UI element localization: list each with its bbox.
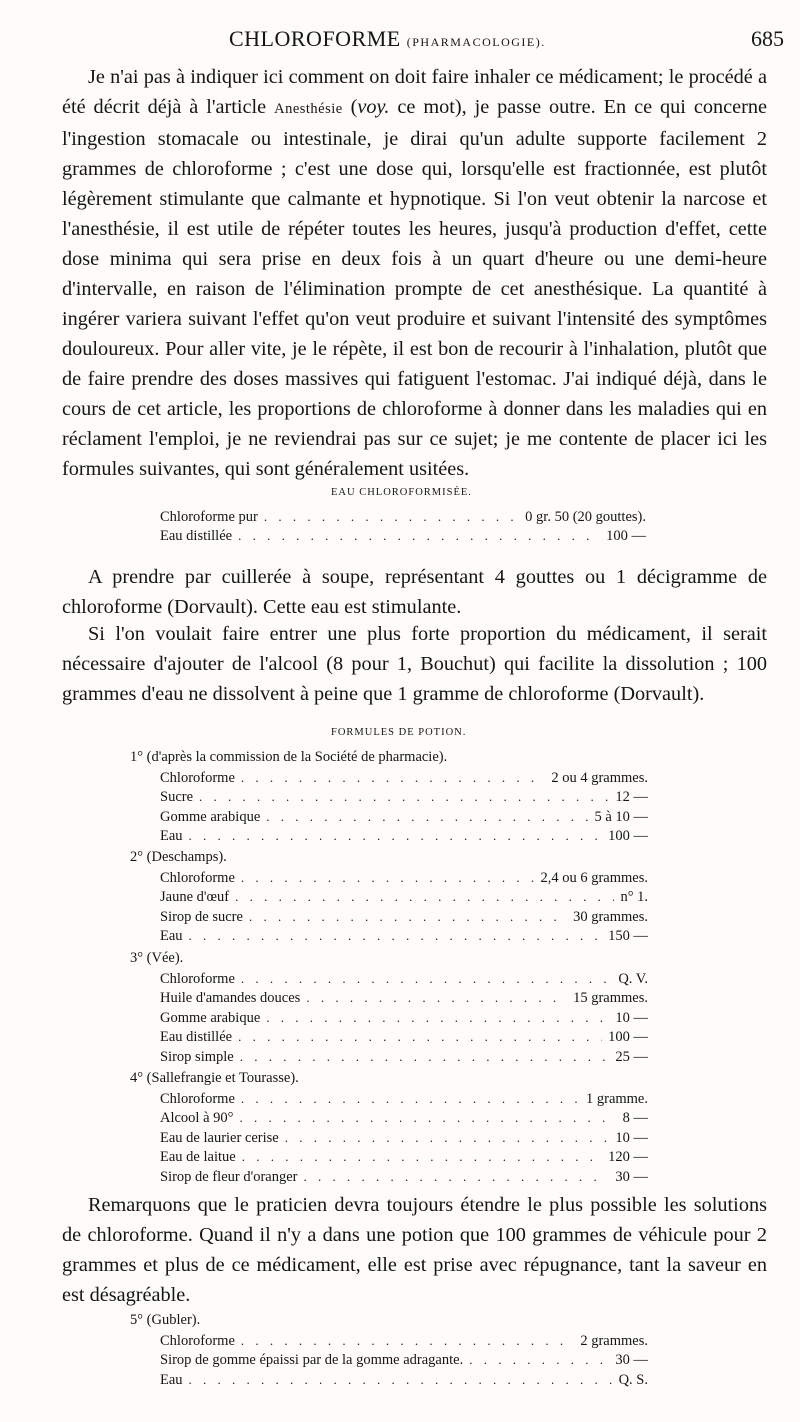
ingredient-quantity: 120 — [608, 1149, 648, 1166]
leader-dots [285, 1128, 610, 1147]
leader-dots [241, 1331, 574, 1350]
ingredient-name: Gomme arabique [160, 808, 261, 825]
ingredient-quantity: 8 — [622, 1110, 648, 1127]
recipe-row [160, 826, 648, 845]
ingredient-name: Gomme arabique [160, 1009, 261, 1026]
ingredient-quantity: 100 — [606, 528, 646, 545]
para1-text-b: ( [342, 96, 358, 118]
leader-dots [264, 507, 519, 526]
ingredient-name: Sirop de gomme épaissi par de la gomme adragante. [160, 1352, 464, 1369]
ingredient-name: Eau [160, 928, 183, 945]
para1-smallcaps: Anesthésie [274, 101, 343, 117]
ingredient-name: Huile d'amandes douces [160, 990, 301, 1007]
ingredient-name: Eau distillée [160, 1029, 233, 1046]
header-title [229, 26, 546, 52]
recipe-row [160, 988, 648, 1007]
recipe-row [160, 507, 646, 526]
ingredient-quantity: 30 — [615, 1352, 648, 1369]
recipe-row [160, 1027, 648, 1046]
recipe-row [160, 1147, 648, 1166]
ingredient-name: Eau distillée [160, 528, 233, 545]
recipe-row [160, 1008, 648, 1027]
recipe-row [160, 1167, 648, 1186]
recipe-row [160, 807, 648, 826]
leader-dots [241, 868, 535, 887]
recipe-row [160, 1047, 648, 1066]
ingredient-quantity: 1 gramme. [585, 1091, 648, 1107]
formula-5 [160, 1331, 648, 1389]
leader-dots [189, 826, 603, 845]
ingredient-quantity: 2 ou 4 grammes. [551, 770, 648, 786]
formula-4-head: 4° (Sallefrangie et Tourasse). [130, 1070, 299, 1086]
ingredient-name: Eau [160, 828, 183, 845]
recipe-row [160, 526, 646, 545]
leader-dots [240, 1047, 610, 1066]
paragraph-2: A prendre par cuillerée à soupe, représentant 4 gouttes ou 1 décigramme de chloroforme (Dorvault). Cette eau est stimulante. [62, 566, 767, 618]
recipe-row [160, 1108, 648, 1127]
ingredient-quantity: n° 1. [620, 889, 648, 906]
ingredient-quantity: 2 grammes. [580, 1333, 648, 1349]
recipe-row [160, 787, 648, 806]
section-title-eau: EAU CHLOROFORMISÉE. [331, 487, 472, 498]
leader-dots [249, 907, 567, 926]
formula-3-head: 3° (Vée). [130, 950, 184, 966]
page-number: 685 [751, 26, 784, 51]
formula-3 [160, 969, 648, 1066]
ingredient-name: Eau de laurier cerise [160, 1129, 279, 1146]
ingredient-name: Eau de laitue [160, 1149, 236, 1166]
ingredient-name: Chloroforme [160, 770, 235, 786]
ingredient-quantity: 30 — [615, 1168, 648, 1185]
ingredient-quantity: 150 — [608, 928, 648, 945]
header-title-main: CHLOROFORME [229, 26, 401, 51]
recipe-row [160, 1089, 648, 1108]
ingredient-quantity: 15 grammes. [573, 990, 648, 1007]
ingredient-quantity: 10 — [615, 1129, 648, 1146]
ingredient-quantity: 100 — [608, 1029, 648, 1046]
recipe-eau [160, 507, 646, 546]
ingredient-quantity: 25 — [615, 1048, 648, 1065]
ingredient-quantity: 12 — [615, 789, 648, 806]
paragraph-3: Si l'on voulait faire entrer une plus forte proportion du médicament, il serait nécessaire d'ajouter de l'alcool (8 pour 1, Bouchut) qui facilite la dissolution ; 100 grammes d'eau ne dissolvent à peine que 1 gramme de chloroforme (Dorvault). [62, 623, 767, 705]
ingredient-quantity: 0 gr. 50 (20 gouttes). [525, 509, 646, 525]
ingredient-name: Chloroforme pur [160, 509, 258, 525]
ingredient-name: Chloroforme [160, 870, 235, 886]
header-subtitle: (PHARMACOLOGIE). [406, 35, 546, 49]
leader-dots [189, 1370, 613, 1389]
leader-dots [306, 988, 567, 1007]
recipe-row [160, 926, 648, 945]
para1-text-c: ce mot), je passe outre. En ce qui concerne l'ingestion stomacale ou intestinale, je dirai qu'un adulte supporte facilement 2 grammes de chloroforme ; c'est une dose qui, lorsqu'elle est fractionnée, est plutôt légèrement stimulante que calmante et hypnotique. Si l'on veut obtenir la narcose et l'anesthésie, il est utile de répéter toutes les heures, jusqu'à production d'effet, cette dose minima qui sera prise en deux fois à un quart d'heure ou une demi-heure d'intervalle, en raison de l'élimination prompte de cet anesthésique. La quantité à ingérer variera suivant l'effet qu'on veut produire et suivant l'intensité des symptômes douloureux. Pour aller vite, je le répète, il est bon de recourir à l'inhalation, plutôt que de faire prendre des doses massives qui fatiguent l'estomac. J'ai indiqué déjà, dans le cours de cet article, les proportions de chloroforme à donner dans les maladies qui en réclament l'emploi, je ne reviendrai pas sur ce sujet; je me contente de placer ici les formules suivantes, qui sont généralement usitées. [62, 96, 767, 480]
ingredient-quantity: 5 à 10 — [594, 808, 648, 825]
leader-dots [235, 887, 614, 906]
recipe-row [160, 887, 648, 906]
ingredient-name: Jaune d'œuf [160, 889, 230, 906]
ingredient-quantity: 30 grammes. [573, 908, 648, 925]
recipe-row [160, 1350, 648, 1369]
leader-dots [266, 807, 588, 826]
leader-dots [189, 926, 603, 945]
leader-dots [242, 1147, 602, 1166]
running-header [62, 26, 784, 60]
ingredient-name: Eau [160, 1371, 183, 1388]
leader-dots [238, 526, 600, 545]
ingredient-quantity: 10 — [615, 1009, 648, 1026]
ingredient-quantity: 2,4 ou 6 grammes. [540, 870, 648, 886]
formula-4 [160, 1089, 648, 1186]
ingredient-name: Chloroforme [160, 971, 235, 987]
ingredient-name: Sucre [160, 789, 194, 806]
recipe-row [160, 969, 648, 988]
leader-dots [199, 787, 609, 806]
leader-dots [241, 969, 612, 988]
ingredient-name: Chloroforme [160, 1091, 235, 1107]
formula-2 [160, 868, 648, 946]
paragraph-1 [62, 62, 767, 484]
leader-dots [239, 1108, 616, 1127]
leader-dots [238, 1027, 602, 1046]
para1-text-a: Je n'ai pas à indiquer ici comment on doit faire inhaler ce médicament; le procédé a été décrit déjà à l'article [62, 66, 767, 118]
recipe-row [160, 768, 648, 787]
recipe-row [160, 868, 648, 887]
leader-dots [469, 1350, 609, 1369]
leader-dots [304, 1167, 610, 1186]
ingredient-name: Sirop de fleur d'oranger [160, 1168, 298, 1185]
recipe-row [160, 1128, 648, 1147]
ingredient-quantity: Q. S. [618, 1371, 648, 1388]
leader-dots [241, 768, 545, 787]
paragraph-4: Remarquons que le praticien devra toujours étendre le plus possible les solutions de chloroforme. Quand il n'y a dans une potion que 100 grammes de véhicule pour 2 grammes et plus de ce médicament, elle est prise avec répugnance, tant la saveur en est désagréable. [62, 1194, 767, 1306]
recipe-row [160, 907, 648, 926]
recipe-row [160, 1370, 648, 1389]
leader-dots [266, 1008, 609, 1027]
recipe-row [160, 1331, 648, 1350]
ingredient-quantity: Q. V. [618, 971, 648, 987]
para1-italic: voy. [357, 96, 390, 118]
leader-dots [241, 1089, 580, 1108]
ingredient-name: Alcool à 90° [160, 1110, 234, 1127]
ingredient-name: Sirop de sucre [160, 908, 243, 925]
formula-1 [160, 768, 648, 846]
ingredient-name: Sirop simple [160, 1048, 234, 1065]
formula-1-head: 1° (d'après la commission de la Société de pharmacie). [130, 749, 448, 765]
formula-2-head: 2° (Deschamps). [130, 849, 227, 865]
ingredient-name: Chloroforme [160, 1333, 235, 1349]
ingredient-quantity: 100 — [608, 828, 648, 845]
section-title-potion: FORMULES DE POTION. [331, 727, 467, 738]
formula-5-head: 5° (Gubler). [130, 1312, 201, 1328]
